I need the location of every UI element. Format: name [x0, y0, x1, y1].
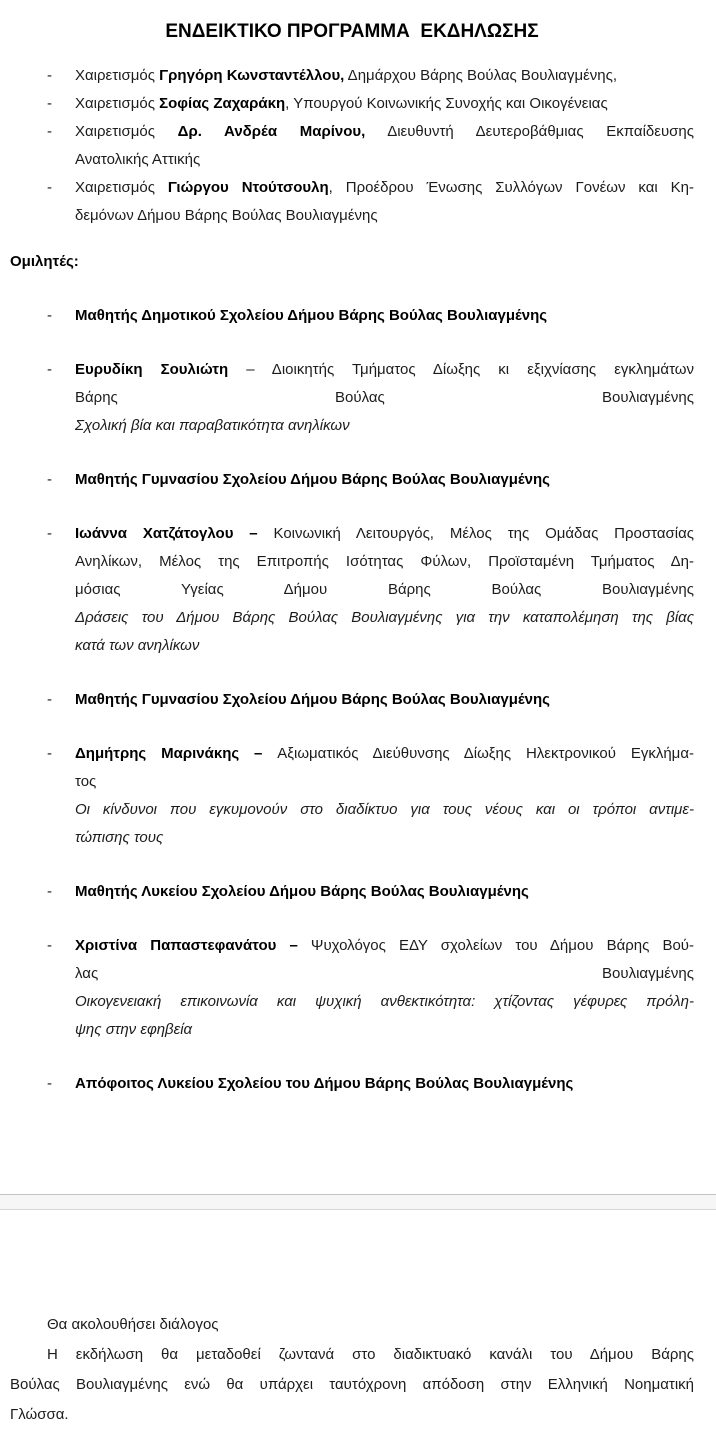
- bold-text-run: Δρ. Ανδρέα Μαρίνου,: [177, 123, 366, 140]
- bullet-dash-marker: -: [47, 123, 52, 140]
- text-line: [10, 1370, 694, 1400]
- list-item-text: [75, 466, 694, 494]
- text-line: [75, 202, 694, 230]
- text-line: [75, 412, 694, 440]
- italic-text-run: ψης στην εφηβεία: [75, 1021, 193, 1038]
- list-item: [47, 686, 694, 714]
- text-line: [75, 520, 694, 548]
- list-item-text: [75, 1070, 694, 1098]
- text-line: [75, 932, 694, 960]
- text-line: [75, 384, 694, 412]
- page-title: ΕΝΔΕΙΚΤΙΚΟ ΠΡΟΓΡΑΜΜΑ ΕΚΔΗΛΩΣΗΣ: [165, 21, 539, 42]
- text-run: Χαιρετισμός: [75, 67, 160, 84]
- italic-text-run: Οικογενειακή επικοινωνία και ψυχική ανθεκτικότητα: χτίζοντας γέφυρες πρόλη-: [75, 993, 694, 1010]
- list-item: [47, 118, 694, 174]
- text-line: [75, 118, 694, 146]
- list-item: [47, 1070, 694, 1098]
- greetings-list: [10, 62, 694, 230]
- bold-text-run: Σοφίας Ζαχαράκη: [159, 95, 286, 112]
- bullet-dash-marker: -: [47, 525, 52, 542]
- text-line: [75, 576, 694, 604]
- bold-text-run: Μαθητής Γυμνασίου Σχολείου Δήμου Βάρης Βούλας Βουλιαγμένης: [75, 471, 550, 488]
- text-run: Χαιρετισμός: [75, 179, 168, 196]
- bullet-dash-marker: -: [47, 883, 52, 900]
- text-line: [75, 548, 694, 576]
- text-run: – Διοικητής Τμήματος Δίωξης κι εξιχνίασης εγκλημάτων: [228, 361, 695, 378]
- list-item-text: [75, 878, 694, 906]
- text-run: Η εκδήλωση θα μεταδοθεί ζωντανά στο διαδικτυακό κανάλι του Δήμου Βάρης: [47, 1346, 694, 1363]
- text-line: [10, 1310, 694, 1340]
- list-item-text: [75, 174, 694, 230]
- text-run: Κοινωνική Λειτουργός, Μέλος της Ομάδας Προστασίας: [273, 525, 694, 542]
- text-run: μόσιας Υγείας Δήμου Βάρης Βούλας Βουλιαγμένης: [75, 581, 694, 598]
- italic-text-run: Οι κίνδυνοι που εγκυμονούν στο διαδίκτυο για τους νέους και οι τρόποι αντιμε-: [75, 801, 694, 818]
- text-run: Ανηλίκων, Μέλος της Επιτροπής Ισότητας Φύλων, Προϊσταμένη Τμήματος Δη-: [75, 553, 694, 570]
- list-item: [47, 174, 694, 230]
- list-item: [47, 62, 694, 90]
- text-line: [75, 174, 694, 202]
- bullet-dash-marker: -: [47, 745, 52, 762]
- text-run: Γλώσσα.: [10, 1406, 69, 1423]
- italic-text-run: κατά των ανηλίκων: [75, 637, 200, 654]
- text-run: Ανατολικής Αττικής: [75, 151, 201, 168]
- list-item-text: [75, 686, 694, 714]
- list-item-text: [75, 302, 694, 330]
- text-line: [75, 878, 694, 906]
- bullet-dash-marker: -: [47, 307, 52, 324]
- bullet-dash-marker: -: [47, 179, 52, 196]
- list-item: [47, 356, 694, 440]
- text-run: Θα ακολουθήσει διάλογος: [47, 1316, 219, 1333]
- text-line: [75, 302, 694, 330]
- bullet-dash-marker: -: [47, 67, 52, 84]
- closing-paragraph: [10, 1310, 694, 1340]
- list-item: [47, 466, 694, 494]
- bullet-dash-marker: -: [47, 95, 52, 112]
- text-line: [75, 988, 694, 1016]
- text-line: [10, 1340, 694, 1370]
- text-run: Δημάρχου Βάρης Βούλας Βουλιαγμένης,: [344, 67, 618, 84]
- list-item-text: [75, 118, 694, 174]
- bullet-dash-marker: -: [47, 361, 52, 378]
- list-item: [47, 932, 694, 1044]
- bold-text-run: Μαθητής Δημοτικού Σχολείου Δήμου Βάρης Βούλας Βουλιαγμένης: [75, 307, 548, 324]
- list-item: [47, 520, 694, 660]
- text-run: Βάρης Βούλας Βουλιαγμένης: [75, 389, 694, 406]
- text-line: [75, 740, 694, 768]
- text-line: [75, 62, 694, 90]
- list-item: [47, 740, 694, 852]
- list-item-text: [75, 520, 694, 660]
- text-line: [75, 1070, 694, 1098]
- bold-text-run: Ευρυδίκη Σουλιώτη: [75, 361, 229, 378]
- text-run: Χαιρετισμός: [75, 123, 178, 140]
- italic-text-run: Σχολική βία και παραβατικότητα ανηλίκων: [75, 417, 350, 434]
- text-run: λας Βουλιαγμένης: [75, 965, 694, 982]
- text-run: τος: [75, 773, 97, 790]
- page-break-separator: [0, 1194, 716, 1210]
- text-run: Ψυχολόγος ΕΔΥ σχολείων του Δήμου Βάρης Βού-: [310, 937, 694, 954]
- closing-section: [10, 1310, 694, 1430]
- bold-text-run: Δημήτρης Μαρινάκης –: [75, 745, 278, 762]
- page-bottom-margin: [0, 1098, 716, 1194]
- text-line: [75, 686, 694, 714]
- list-item: [47, 90, 694, 118]
- text-line: [10, 1400, 694, 1430]
- bold-text-run: Γιώργου Ντούτσουλη: [167, 179, 329, 196]
- text-line: [75, 466, 694, 494]
- bold-text-run: Χριστίνα Παπαστεφανάτου –: [75, 937, 311, 954]
- text-line: [75, 1016, 694, 1044]
- list-item-text: [75, 90, 694, 118]
- bullet-dash-marker: -: [47, 937, 52, 954]
- list-item-text: [75, 932, 694, 1044]
- bold-text-run: Ιωάννα Χατζάτογλου –: [75, 525, 274, 542]
- bold-text-run: Γρηγόρη Κωνσταντέλλου,: [159, 67, 345, 84]
- text-line: [75, 796, 694, 824]
- bold-text-run: Μαθητής Γυμνασίου Σχολείου Δήμου Βάρης Βούλας Βουλιαγμένης: [75, 691, 550, 708]
- document-page-2: [0, 1210, 716, 1430]
- text-line: [75, 146, 694, 174]
- italic-text-run: τώπισης τους: [75, 829, 164, 846]
- list-item-text: [75, 356, 694, 440]
- closing-paragraph: [10, 1340, 694, 1430]
- bold-text-run: Μαθητής Λυκείου Σχολείου Δήμου Βάρης Βούλας Βουλιαγμένης: [75, 883, 529, 900]
- text-line: [75, 604, 694, 632]
- bullet-dash-marker: -: [47, 471, 52, 488]
- list-item: [47, 302, 694, 330]
- list-item: [47, 878, 694, 906]
- text-run: δεμόνων Δήμου Βάρης Βούλας Βουλιαγμένης: [75, 207, 378, 224]
- text-line: [75, 960, 694, 988]
- text-run: Αξιωματικός Διεύθυνσης Δίωξης Ηλεκτρονικού Εγκλήμα-: [277, 745, 694, 762]
- speakers-heading: Ομιλητές:: [10, 253, 79, 270]
- list-item-text: [75, 740, 694, 852]
- text-line: [75, 768, 694, 796]
- text-run: Διευθυντή Δευτεροβάθμιας Εκπαίδευσης: [365, 123, 694, 140]
- italic-text-run: Δράσεις του Δήμου Βάρης Βούλας Βουλιαγμένης για την καταπολέμηση της βίας: [75, 609, 694, 626]
- text-run: , Υπουργού Κοινωνικής Συνοχής και Οικογένειας: [285, 95, 608, 112]
- text-run: Βούλας Βουλιαγμένης ενώ θα υπάρχει ταυτόχρονη απόδοση στην Ελληνική Νοηματική: [10, 1376, 694, 1393]
- text-line: [75, 632, 694, 660]
- list-item-text: [75, 62, 694, 90]
- bold-text-run: Απόφοιτος Λυκείου Σχολείου του Δήμου Βάρης Βούλας Βουλιαγμένης: [75, 1075, 574, 1092]
- text-line: [75, 824, 694, 852]
- text-run: Χαιρετισμός: [75, 95, 160, 112]
- text-run: , Προέδρου Ένωσης Συλλόγων Γονέων και Κη-: [328, 179, 694, 196]
- text-line: [75, 90, 694, 118]
- bullet-dash-marker: -: [47, 1075, 52, 1092]
- text-line: [75, 356, 694, 384]
- bullet-dash-marker: -: [47, 691, 52, 708]
- speakers-list: [10, 302, 694, 1098]
